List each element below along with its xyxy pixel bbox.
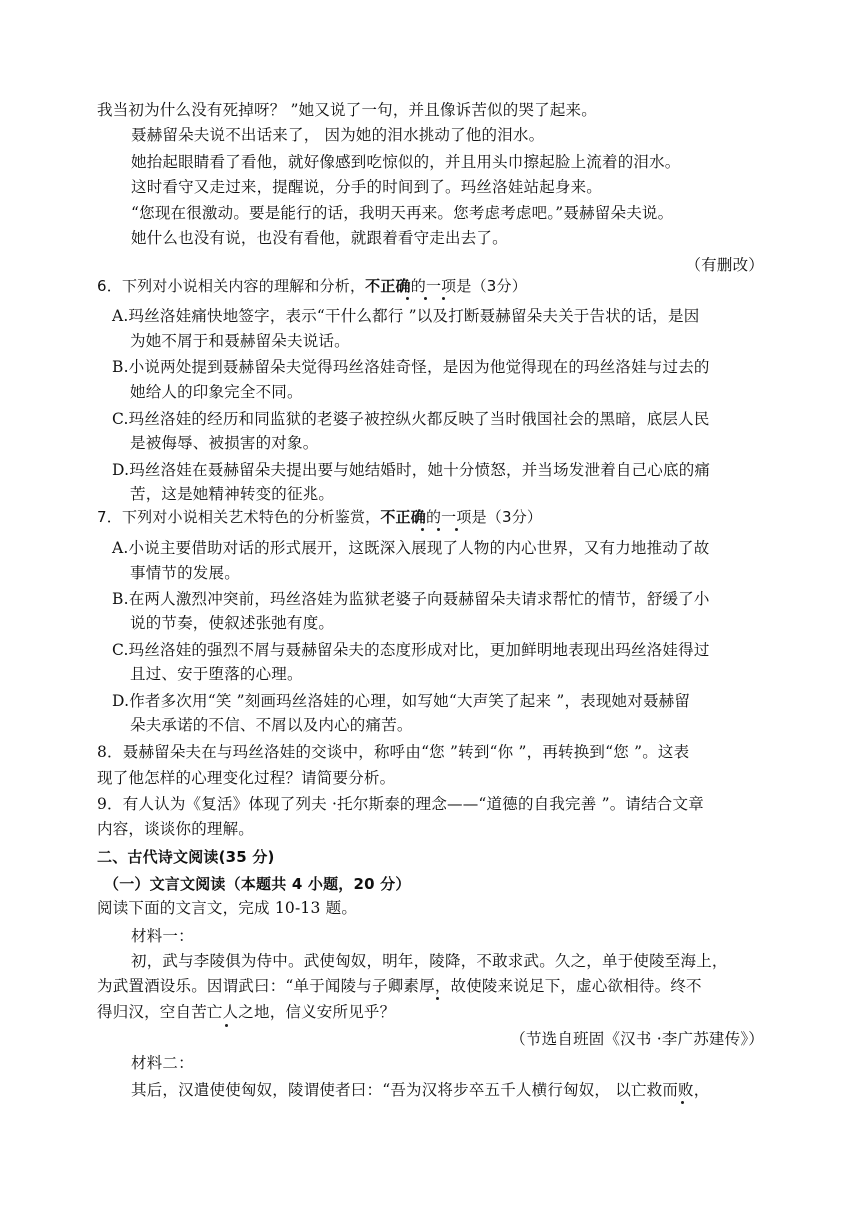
emphasis-dot — [225, 1024, 228, 1027]
emphasis-dot — [421, 528, 424, 531]
source-note: （有删改） — [685, 256, 764, 274]
q6-option-d-cont: 苦，这是她精神转变的征兆。 — [130, 485, 335, 503]
story-line: 聂赫留朵夫说不出话来了， 因为她的泪水挑动了他的泪水。 — [131, 126, 545, 144]
emphasis-not-correct: 不正确 — [380, 508, 426, 526]
material-1-line: 为武置酒设乐。因谓武曰：“单于闻陵与子卿素厚，故使陵来说足下，虚心欲相待。终不 — [97, 977, 702, 995]
story-line: 这时看守又走过来，提醒说，分手的时间到了。玛丝洛娃站起身来。 — [131, 178, 603, 196]
q6-option-b: B.小说两处提到聂赫留朵夫觉得玛丝洛娃奇怪，是因为他觉得现在的玛丝洛娃与过去的 — [112, 358, 710, 376]
story-line: “您现在很激动。要是能行的话，我明天再来。您考虑考虑吧。”聂赫留朵夫说。 — [131, 204, 674, 222]
material-1-line: 得归汉，空自苦亡人之地，信义安所见乎？ — [97, 1003, 396, 1021]
q6-option-d: D.玛丝洛娃在聂赫留朵夫提出要与她结婚时，她十分愤怒，并当场发泄着自己心底的痛 — [112, 461, 711, 479]
material-1-label: 材料一： — [131, 927, 194, 945]
reading-instruction: 阅读下面的文言文，完成 10-13 题。 — [97, 899, 358, 917]
story-line: 她什么也没有说，也没有看他，就跟着看守走出去了。 — [131, 229, 508, 247]
question-9-cont: 内容，谈谈你的理解。 — [97, 820, 255, 838]
subsection-title: （一）文言文阅读（本题共 4 小题，20 分） — [104, 875, 411, 893]
emphasis-dot — [424, 297, 427, 300]
material-2-label: 材料二： — [131, 1054, 194, 1072]
emphasis-not-correct: 不正确 — [365, 277, 411, 295]
q7-option-a: A.小说主要借助对话的形式展开，这既深入展现了人物的内心世界，又有力地推动了故 — [112, 539, 710, 557]
q6-option-c: C.玛丝洛娃的经历和同监狱的老婆子被控纵火都反映了当时俄国社会的黑暗，底层人民 — [112, 410, 710, 428]
emphasis-dot — [406, 297, 409, 300]
question-7-stem: 7．下列对小说相关艺术特色的分析鉴赏，不正确的一项是（3分） — [97, 508, 543, 526]
question-8-cont: 现了他怎样的心理变化过程？请简要分析。 — [97, 769, 396, 787]
q7-option-b-cont: 说的节奏，使叙述张弛有度。 — [130, 614, 335, 632]
q6-option-a: A.玛丝洛娃痛快地签字，表示“干什么都行 ”以及打断聂赫留朵夫关于告状的话，是因 — [112, 307, 700, 325]
emphasis-dot — [455, 528, 458, 531]
q7-option-c-cont: 且过、安于堕落的心理。 — [130, 665, 303, 683]
material-2-line: 其后，汉遣使使匈奴，陵谓使者曰：“吾为汉将步卒五千人横行匈奴， 以亡救而败， — [131, 1081, 710, 1099]
q7-option-d: D.作者多次用“笑 ”刻画玛丝洛娃的心理，如写她“大声笑了起来 ”，表现她对聂赫留 — [112, 692, 691, 710]
q6-option-a-cont: 为她不屑于和聂赫留朵夫说话。 — [130, 332, 350, 350]
material-1-line: 初，武与李陵俱为侍中。武使匈奴，明年，陵降，不敢求武。久之，单于使陵至海上， — [131, 952, 728, 970]
emphasis-dot — [437, 528, 440, 531]
q6-option-b-cont: 她给人的印象完全不同。 — [130, 383, 303, 401]
question-6-stem: 6．下列对小说相关内容的理解和分析，不正确的一项是（3分） — [97, 277, 527, 295]
q7-option-d-cont: 朵夫承诺的不信、不屑以及内心的痛苦。 — [130, 716, 413, 734]
story-line: 她抬起眼睛看了看他，就好像感到吃惊似的，并且用头巾擦起脸上流着的泪水。 — [131, 153, 681, 171]
material-1-source: （节选自班固《汉书 ·李广苏建传》） — [510, 1030, 764, 1048]
question-8: 8．聂赫留朵夫在与玛丝洛娃的交谈中，称呼由“您 ”转到“你 ”，再转换到“您 ”。这表 — [97, 743, 690, 761]
section-title: 二、古代诗文阅读(35 分) — [97, 848, 275, 866]
q7-option-b: B.在两人激烈冲突前，玛丝洛娃为监狱老婆子向聂赫留朵夫请求帮忙的情节，舒缓了小 — [112, 590, 710, 608]
emphasis-dot — [442, 297, 445, 300]
q6-option-c-cont: 是被侮辱、被损害的对象。 — [130, 434, 319, 452]
emphasis-dot — [681, 1101, 684, 1104]
q7-option-c: C.玛丝洛娃的强烈不屑与聂赫留朵夫的态度形成对比，更加鲜明地表现出玛丝洛娃得过 — [112, 641, 710, 659]
q7-option-a-cont: 事情节的发展。 — [130, 564, 240, 582]
question-9: 9．有人认为《复活》体现了列夫 ·托尔斯泰的理念——“道德的自我完善 ”。请结合文章 — [97, 795, 704, 813]
story-line: 我当初为什么没有死掉呀？ ”她又说了一句，并且像诉苦似的哭了起来。 — [97, 101, 597, 119]
emphasis-dot — [436, 997, 439, 1000]
